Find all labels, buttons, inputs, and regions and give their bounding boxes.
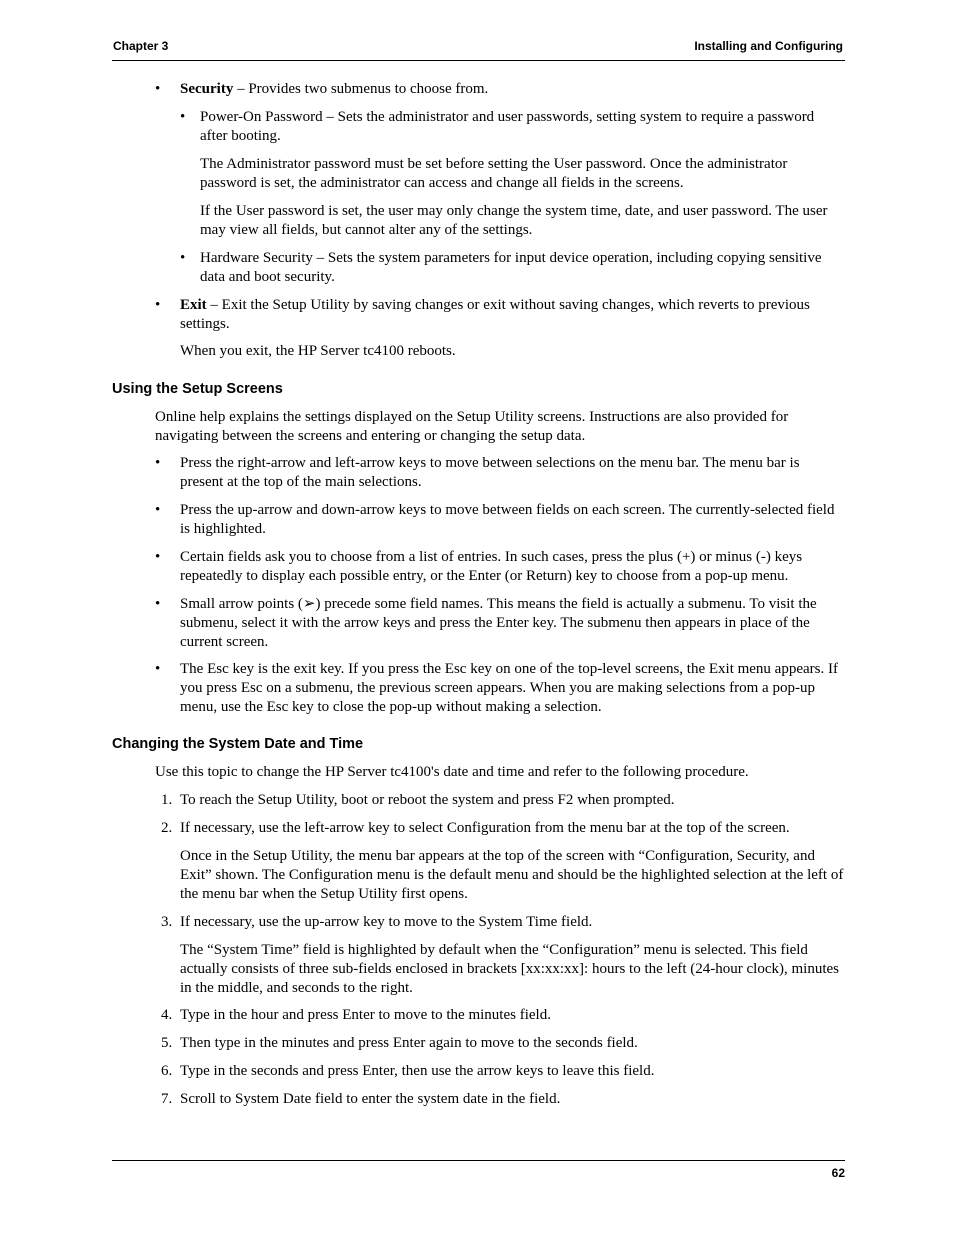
- security-term: Security: [180, 81, 234, 97]
- exit-note: When you exit, the HP Server tc4100 reboots.: [180, 343, 456, 359]
- list-item: The Esc key is the exit key. If you press the Esc key on one of the top-level screens, the Exit menu appears. If you press Esc on a submenu, the previous screen appears. When you are making selections from a pop-up menu, use the Esc key to close the pop-up without making a selection.: [180, 661, 838, 715]
- bullet-icon: •: [155, 455, 161, 471]
- bullet-icon: •: [180, 109, 186, 125]
- changing-date-intro: Use this topic to change the HP Server tc4100's date and time and refer to the following procedure.: [155, 764, 749, 780]
- step-text: If necessary, use the up-arrow key to move to the System Time field.: [180, 914, 593, 930]
- bullet-icon: •: [155, 661, 161, 677]
- bullet-icon: •: [155, 81, 161, 97]
- step-note: The “System Time” field is highlighted by default when the “Configuration” menu is selected. This field actually consists of three sub-fields enclosed in brackets [xx:xx:xx]: hours to the left (24-hour clock), minutes in the middle, and seconds to the right.: [180, 942, 839, 996]
- step-number: 2.: [161, 820, 173, 836]
- exit-term: Exit: [180, 297, 207, 313]
- list-item: Press the up-arrow and down-arrow keys to move between fields on each screen. The currently-selected field is highlighted.: [180, 502, 835, 537]
- step-text: Then type in the minutes and press Enter again to move to the seconds field.: [180, 1035, 638, 1051]
- step-number: 4.: [161, 1007, 173, 1023]
- page-number: 62: [831, 1166, 845, 1180]
- step-text: Type in the seconds and press Enter, then use the arrow keys to leave this field.: [180, 1063, 655, 1079]
- list-item: Certain fields ask you to choose from a list of entries. In such cases, press the plus (+) or minus (-) keys repeatedly to display each possible entry, or the Enter (or Return) key to choose from a pop-up menu.: [180, 549, 803, 584]
- step-number: 6.: [161, 1063, 173, 1079]
- step-number: 5.: [161, 1035, 173, 1051]
- security-desc: – Provides two submenus to choose from.: [233, 81, 489, 97]
- exit-desc: – Exit the Setup Utility by saving changes or exit without saving changes, which reverts to previous settings.: [180, 297, 810, 332]
- step-text: If necessary, use the left-arrow key to select Configuration from the menu bar at the top of the screen.: [180, 820, 790, 836]
- chapter-label: Chapter 3: [113, 39, 169, 53]
- list-item: Small arrow points (➢) precede some field names. This means the field is actually a submenu. To visit the submenu, select it with the arrow keys and press the Enter key. The submenu then appears in place of the current screen.: [180, 596, 817, 650]
- bullet-icon: •: [155, 549, 161, 565]
- bullet-icon: •: [155, 596, 161, 612]
- using-setup-intro: Online help explains the settings displayed on the Setup Utility screens. Instructions are also provided for navigating between the screens and entering or changing the setup data.: [155, 409, 789, 444]
- using-setup-heading: Using the Setup Screens: [112, 381, 283, 397]
- user-password-note: If the User password is set, the user may only change the system time, date, and user password. The user may view all fields, but cannot alter any of the settings.: [200, 203, 828, 238]
- section-title: Installing and Configuring: [694, 39, 843, 53]
- hardware-security-item: Hardware Security – Sets the system parameters for input device operation, including copying sensitive data and boot security.: [200, 250, 822, 285]
- power-on-password-item: Power-On Password – Sets the administrator and user passwords, setting system to require a password after booting.: [200, 109, 815, 144]
- list-item: Press the right-arrow and left-arrow keys to move between selections on the menu bar. The menu bar is present at the top of the main selections.: [180, 455, 800, 490]
- exit-item: [180, 296, 845, 334]
- bullet-icon: •: [155, 502, 161, 518]
- step-note: Once in the Setup Utility, the menu bar appears at the top of the screen with “Configuration, Security, and Exit” shown. The Configuration menu is the default menu and should be the highlighted selection at the left of the menu bar when the Setup Utility first opens.: [180, 848, 844, 902]
- step-number: 3.: [161, 914, 173, 930]
- changing-date-heading: Changing the System Date and Time: [112, 736, 364, 752]
- security-item: [180, 80, 840, 99]
- step-text: Scroll to System Date field to enter the system date in the field.: [180, 1091, 561, 1107]
- step-number: 7.: [161, 1091, 173, 1107]
- step-text: To reach the Setup Utility, boot or reboot the system and press F2 when prompted.: [180, 792, 675, 808]
- step-number: 1.: [161, 792, 173, 808]
- footer-divider: [112, 1160, 845, 1161]
- page-header: [112, 38, 845, 61]
- bullet-icon: •: [155, 297, 161, 313]
- admin-password-note: The Administrator password must be set before setting the User password. Once the administrator password is set, the administrator can access and change all fields in the screens.: [200, 156, 788, 191]
- step-text: Type in the hour and press Enter to move to the minutes field.: [180, 1007, 551, 1023]
- bullet-icon: •: [180, 250, 186, 266]
